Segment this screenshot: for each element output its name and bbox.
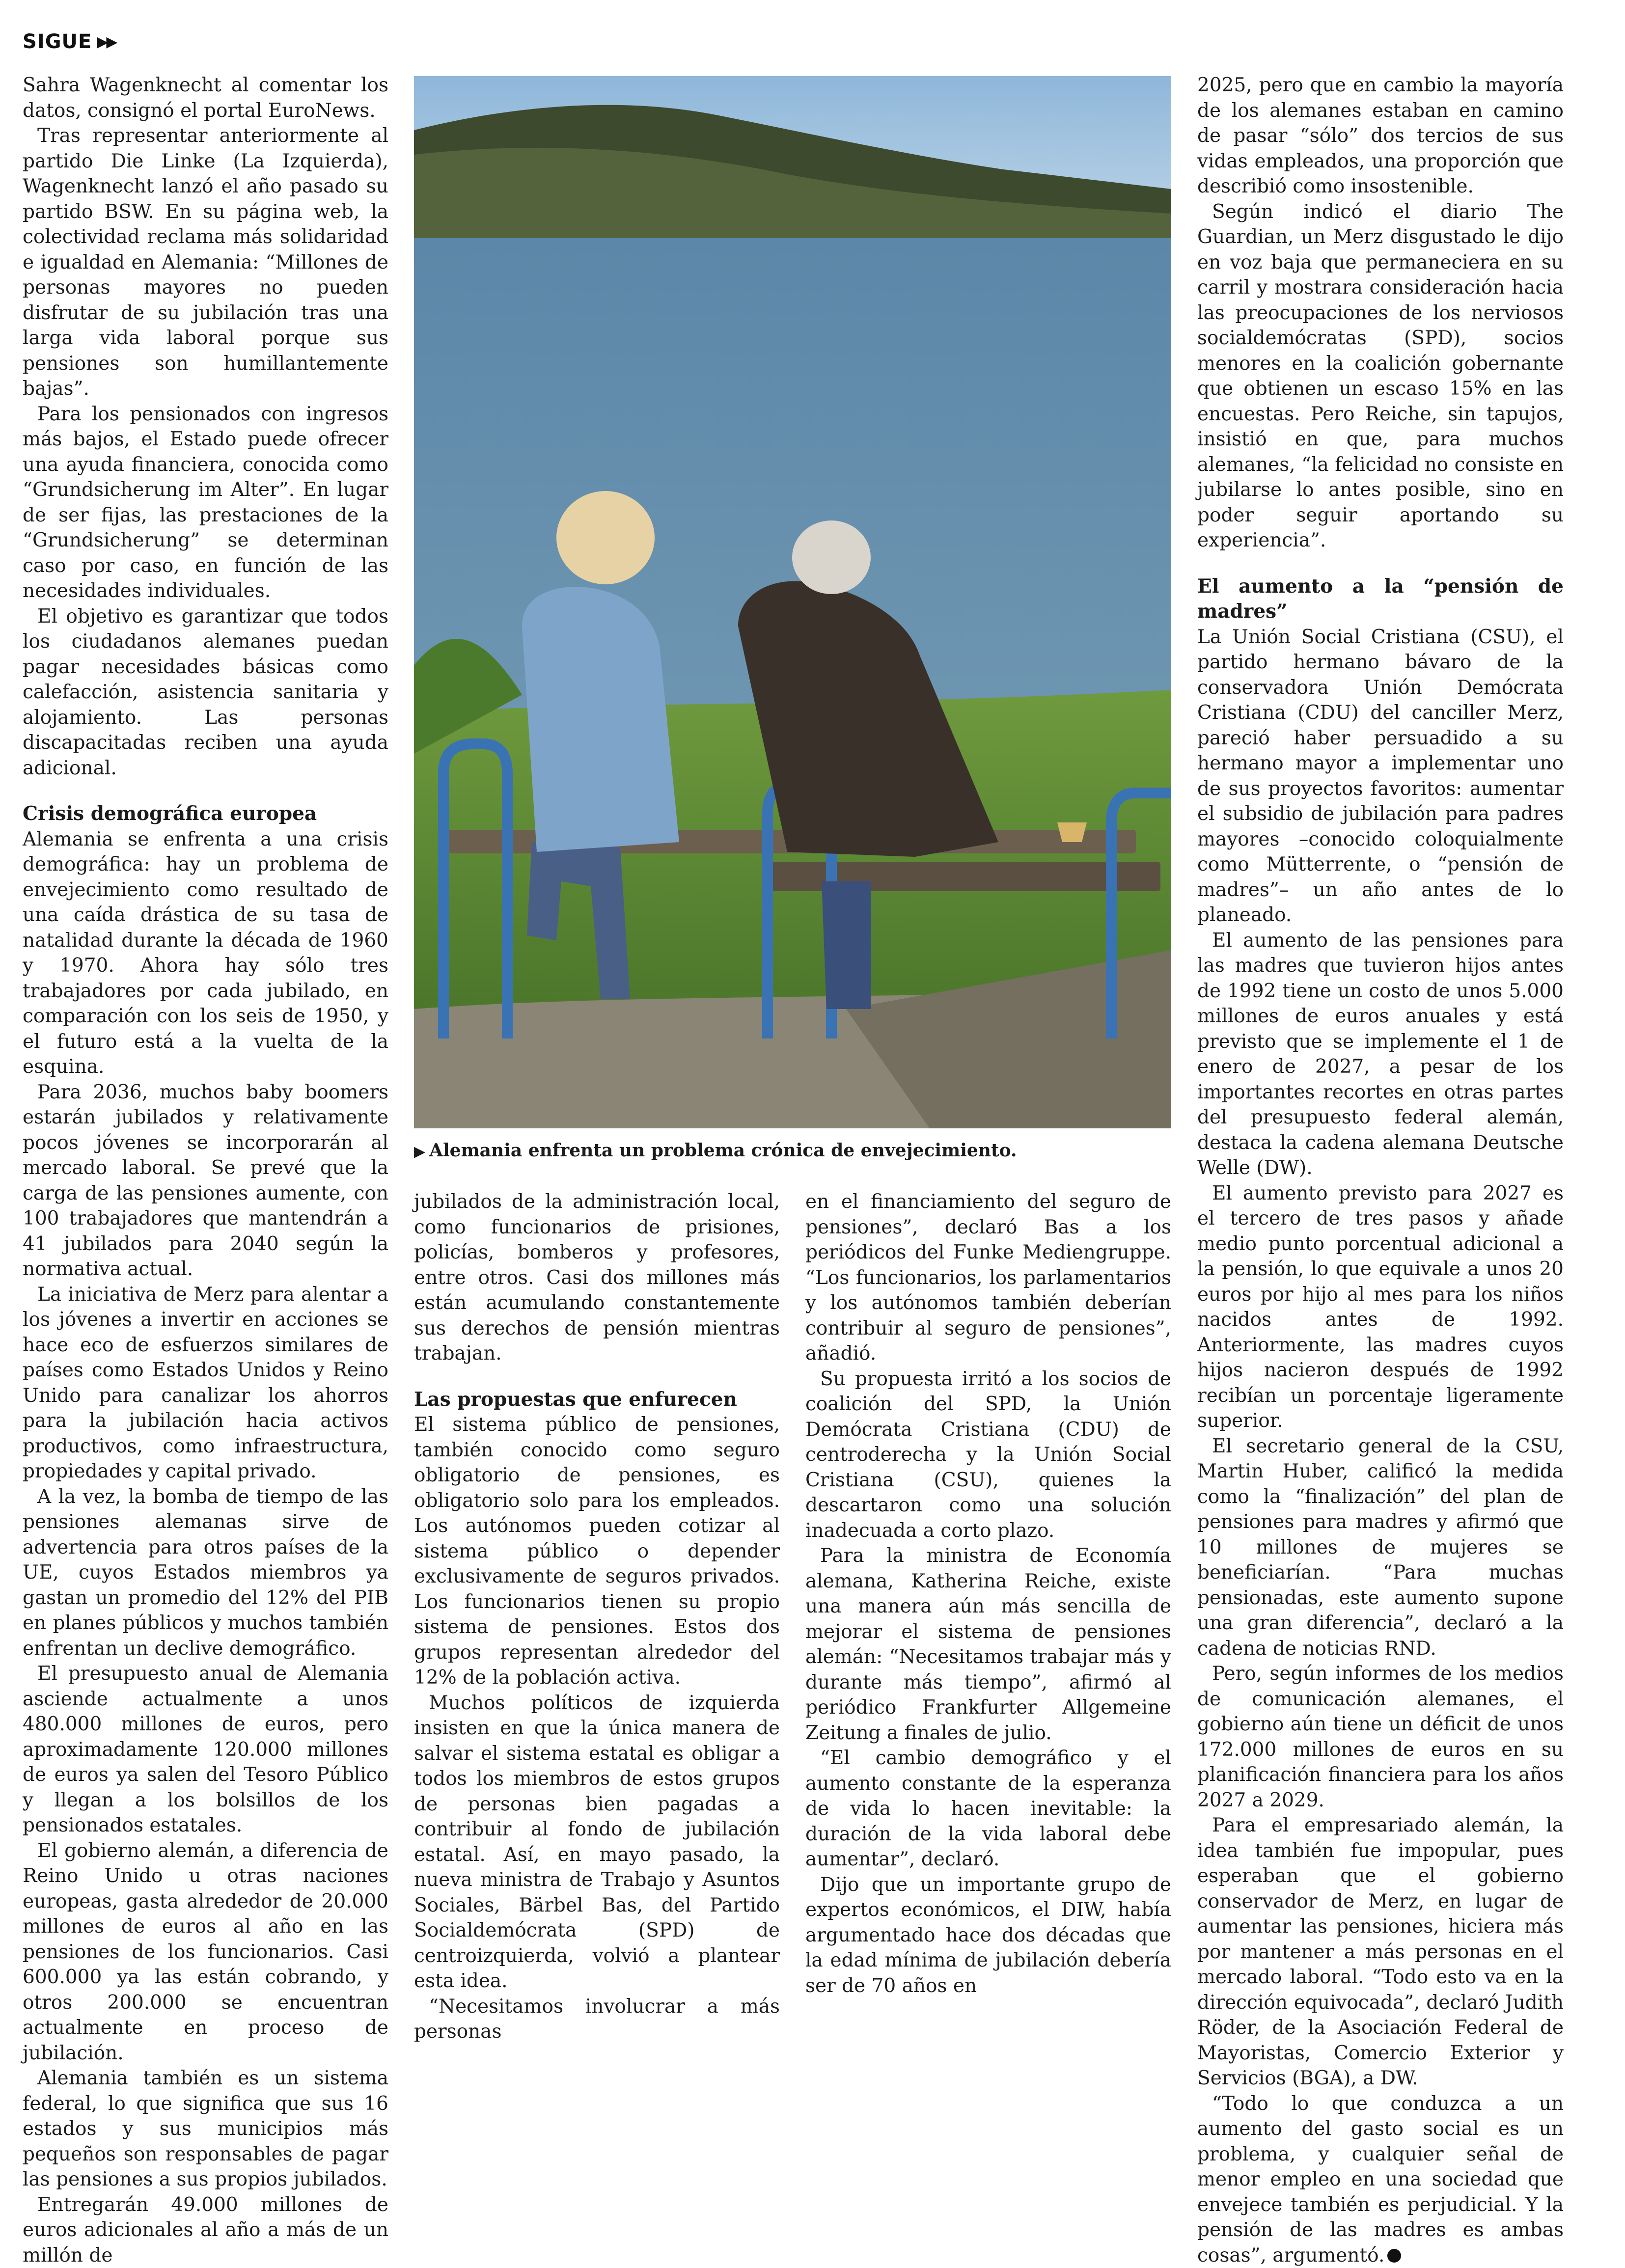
- paragraph: El sistema público de pensiones, también conocido como seguro obligatorio de pensiones, es obligatorio solo para los empleados. Los autónomos pueden cotizar al sistema público o depender exclusivamente de seguros privados. Los funcionarios tienen su propio sistema de pensiones. Estos dos grupos representan alrededor del 12% de la población activa.: [414, 1412, 780, 1691]
- paragraph: Alemania se enfrenta a una crisis demográfica: hay un problema de envejecimiento como resultado de una caída drástica de su tasa de natalidad durante la década de 1960 y 1970. Ahora hay sólo tres trabajadores por cada jubilado, en comparación con los seis de 1950, y el futuro está a la vuelta de la esquina.: [23, 827, 388, 1080]
- paragraph: El aumento previsto para 2027 es el tercero de tres pasos y añade medio punto porcentual adicional a la pensión, lo que equivale a unos 20 euros por hijo al mes para los niños nacidos antes de 1992. Anteriormente, las madres cuyos hijos nacieron después de 1992 recibían un porcentaje ligeramente superior.: [1197, 1181, 1564, 1434]
- paragraph: en el financiamiento del seguro de pensiones”, declaró Bas a los periódicos del Funke Mediengruppe. “Los funcionarios, los parlamentarios y los autónomos también deberían contribuir al seguro de pensiones”, añadió.: [805, 1189, 1171, 1366]
- paragraph: jubilados de la administración local, como funcionarios de prisiones, policías, bomberos y profesores, entre otros. Casi dos millones más están acumulando constantemente sus derechos de pensión mientras trabajan.: [414, 1189, 780, 1366]
- sigue-marker: [23, 30, 115, 53]
- sigue-label: SIGUE: [23, 30, 92, 53]
- photo-illustration: [414, 76, 1171, 1128]
- paragraph: El secretario general de la CSU, Martin Huber, calificó la medida como la “finalización” del plan de pensiones para madres y afirmó que 10 millones de mujeres se beneficiarían. “Para muchas pensionadas, este aumento supone una gran diferencia”, declaró a la cadena de noticias RND.: [1197, 1434, 1564, 1662]
- paragraph: Sahra Wagenknecht al comentar los datos, consignó el portal EuroNews.: [23, 73, 388, 123]
- paragraph: 2025, pero que en cambio la mayoría de los alemanes estaban en camino de pasar “sólo” dos tercios de sus vidas empleados, una proporción que describió como insostenible.: [1197, 73, 1564, 199]
- article-column-4: [1197, 73, 1564, 2268]
- paragraph: [1197, 2091, 1564, 2268]
- paragraph-text: “Todo lo que conduzca a un aumento del gasto social es un problema, y cualquier señal de menor empleo en una sociedad que envejece también es perjudicial. Y la pensión de las madres es ambas cosas”, argumentó.: [1197, 2093, 1564, 2267]
- paragraph: Muchos políticos de izquierda insisten en que la única manera de salvar el sistema estatal es obligar a todos los miembros de estos grupos de personas bien pagadas a contribuir al fondo de jubilación estatal. Así, en mayo pasado, la nueva ministra de Trabajo y Asuntos Sociales, Bärbel Bas, del Partido Socialdemócrata (SPD) de centroizquierda, volvió a plantear esta idea.: [414, 1691, 780, 1994]
- paragraph: Dijo que un importante grupo de expertos económicos, el DIW, había argumentado hace dos décadas que la edad mínima de jubilación debería ser de 70 años en: [805, 1872, 1171, 1999]
- paragraph: Para el empresariado alemán, la idea también fue impopular, pues esperaban que el gobierno conservador de Merz, en lugar de aumentar las pensiones, hiciera más por mantener a más personas en el mercado laboral. “Todo esto va en la dirección equivocada”, declaró Judith Röder, de la Asociación Federal de Mayoristas, Comercio Exterior y Servicios (BGA), a DW.: [1197, 1813, 1564, 2091]
- paragraph: Alemania también es un sistema federal, lo que significa que sus 16 estados y sus municipios más pequeños son responsables de pagar las pensiones a sus propios jubilados.: [23, 2066, 388, 2192]
- section-heading: Crisis demográfica europea: [23, 801, 388, 827]
- paragraph: El gobierno alemán, a diferencia de Reino Unido u otras naciones europeas, gasta alrededor de 20.000 millones de euros al año en las pensiones de los funcionarios. Casi 600.000 ya las están cobrando, y otros 200.000 se encuentran actualmente en proceso de jubilación.: [23, 1838, 388, 2066]
- article-column-1: [23, 73, 388, 2268]
- article-column-2: [414, 1189, 780, 2045]
- article-column-3: [805, 1189, 1171, 1998]
- paragraph: A la vez, la bomba de tiempo de las pensiones alemanas sirve de advertencia para otros países de la UE, cuyos Estados miembros ya gastan un promedio del 12% del PIB en planes públicos y muchos también enfrentan un declive demográfico.: [23, 1484, 388, 1662]
- section-heading: Las propuestas que enfurecen: [414, 1387, 780, 1413]
- elderly-couple-photo: [414, 76, 1171, 1128]
- paragraph: Pero, según informes de los medios de comunicación alemanes, el gobierno aún tiene un déficit de unos 172.000 millones de euros en su planificación financiera para los años 2027 a 2029.: [1197, 1661, 1564, 1813]
- paragraph: El aumento de las pensiones para las madres que tuvieron hijos antes de 1992 tiene un costo de unos 5.000 millones de euros anuales y está previsto que se implemente el 1 de enero de 2027, a pesar de los importantes recortes en otras partes del presupuesto federal alemán, destaca la cadena alemana Deutsche Welle (DW).: [1197, 928, 1564, 1181]
- end-of-article-icon: [1387, 2249, 1401, 2263]
- paragraph: Para los pensionados con ingresos más bajos, el Estado puede ofrecer una ayuda financiera, conocida como “Grundsicherung im Alter”. En lugar de ser fijas, las prestaciones de la “Grundsicherung” se determinan caso por caso, en función de las necesidades individuales.: [23, 402, 388, 604]
- paragraph: El objetivo es garantizar que todos los ciudadanos alemanes puedan pagar necesidades básicas como calefacción, asistencia sanitaria y alojamiento. Las personas discapacitadas reciben una ayuda adicional.: [23, 604, 388, 781]
- paragraph: “El cambio demográfico y el aumento constante de la esperanza de vida lo hacen inevitable: la duración de la vida laboral debe aumentar”, declaró.: [805, 1746, 1171, 1872]
- paragraph: Para la ministra de Economía alemana, Katherina Reiche, existe una manera aún más sencilla de mejorar el sistema de pensiones alemán: “Necesitamos trabajar más y durante más tiempo”, afirmó al periódico Frankfurter Allgemeine Zeitung a finales de julio.: [805, 1543, 1171, 1746]
- paragraph: Para 2036, muchos baby boomers estarán jubilados y relativamente pocos jóvenes se incorporarán al mercado laboral. Se prevé que la carga de las pensiones aumente, con 100 trabajadores que mantendrán a 41 jubilados para 2040 según la normativa actual.: [23, 1080, 388, 1282]
- paragraph: Tras representar anteriormente al partido Die Linke (La Izquierda), Wagenknecht lanzó el año pasado su partido BSW. En su página web, la colectividad reclama más solidaridad e igualdad en Alemania: “Millones de personas mayores no pueden disfrutar de su jubilación tras una larga vida laboral porque sus pensiones son humillantemente bajas”.: [23, 123, 388, 402]
- sigue-arrows-icon: ▶▶: [97, 33, 115, 51]
- paragraph: Según indicó el diario The Guardian, un Merz disgustado le dijo en voz baja que permaneciera en su carril y mostrara consideración hacia las preocupaciones de los nerviosos socialdemócratas (SPD), socios menores en la coalición gobernante que obtienen un escaso 15% en las encuestas. Pero Reiche, sin tapujos, insistió en que, para muchos alemanes, “la felicidad no consiste en jubilarse lo antes posible, sino en poder seguir aportando su experiencia”.: [1197, 199, 1564, 553]
- caption-triangle-icon: ▶: [414, 1143, 425, 1160]
- photo-caption: [414, 1139, 1171, 1163]
- paragraph: La Unión Social Cristiana (CSU), el partido hermano bávaro de la conservadora Unión Demócrata Cristiana (CDU) del canciller Merz, pareció haber persuadido a su hermano mayor a implementar uno de sus proyectos favoritos: aumentar el subsidio de jubilación para padres mayores –conocido coloquialmente como Mütterrente, o “pensión de madres”– un año antes de lo planeado.: [1197, 625, 1564, 928]
- paragraph: Su propuesta irritó a los socios de coalición del SPD, la Unión Demócrata Cristiana (CDU) de centroderecha y la Unión Social Cristiana (CSU), quienes la descartaron como una solución inadecuada a corto plazo.: [805, 1366, 1171, 1544]
- paragraph: Entregarán 49.000 millones de euros adicionales al año a más de un millón de: [23, 2192, 388, 2268]
- paragraph: El presupuesto anual de Alemania asciende actualmente a unos 480.000 millones de euros, pero aproximadamente 120.000 millones de euros ya salen del Tesoro Público y llegan a los bolsillos de los pensionados estatales.: [23, 1661, 388, 1838]
- paragraph: “Necesitamos involucrar a más personas: [414, 1994, 780, 2045]
- caption-text: Alemania enfrenta un problema crónica de envejecimiento.: [429, 1140, 1017, 1161]
- paragraph: La iniciativa de Merz para alentar a los jóvenes a invertir en acciones se hace eco de esfuerzos similares de países como Estados Unidos y Reino Unido para canalizar los ahorros para la jubilación hacia activos productivos, como infraestructura, propiedades y capital privado.: [23, 1282, 388, 1484]
- section-heading: El aumento a la “pensión de madres”: [1197, 574, 1564, 625]
